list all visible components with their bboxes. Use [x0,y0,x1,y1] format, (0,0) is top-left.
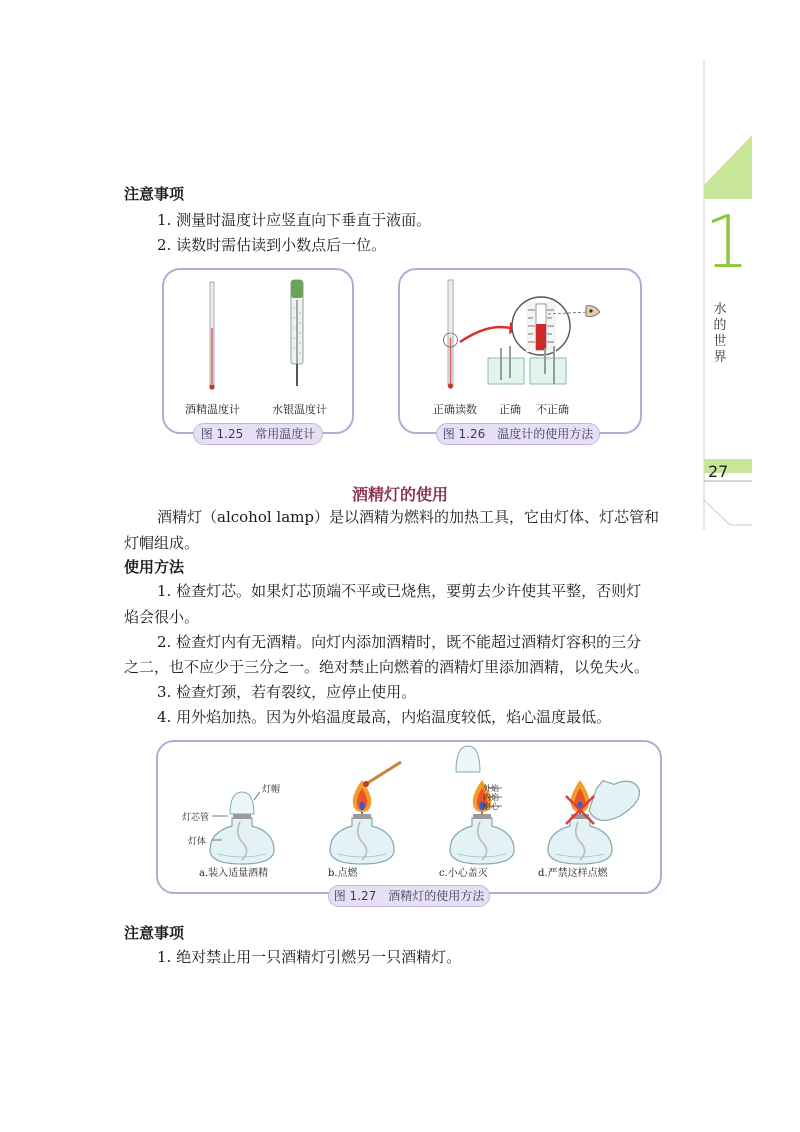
notes-item: 1. 绝对禁止用一只酒精灯引燃另一只酒精灯。 [157,948,462,966]
chapter-title [704,302,736,366]
figure-caption: 图 1.25 常用温度计 [193,423,323,445]
chapter-title-char: 水 [713,302,727,317]
intro-line: 灯帽组成。 [124,534,200,552]
step-label: d.严禁这样点燃 [538,868,608,879]
notes-item: 2. 读数时需估读到小数点后一位。 [157,236,387,254]
lamp-part-label: 灯芯管 [182,813,210,823]
chapter-title-char: 的 [713,318,727,333]
step-label: b.点燃 [328,868,358,879]
step-line: 1. 检查灯芯。如果灯芯顶端不平或已烧焦，要剪去少许使其平整，否则灯 [157,582,642,600]
figure-caption: 图 1.26 温度计的使用方法 [436,423,600,445]
figure-label: 正确 [499,403,521,416]
alcohol-lamp-steps-illustration [156,740,660,880]
flame-label: 内焰 [483,793,499,802]
step-label: c.小心盖灭 [439,868,488,879]
notes-title: 注意事项 [124,924,185,942]
chapter-title-char: 界 [713,350,727,365]
step-line: 3. 检查灯颈，若有裂纹，应停止使用。 [157,683,417,701]
usage-title: 使用方法 [124,558,185,576]
figure-label: 水银温度计 [272,403,327,416]
intro-line: 酒精灯（alcohol lamp）是以酒精为燃料的加热工具，它由灯体、灯芯管和 [157,508,659,526]
figure-caption: 图 1.27 酒精灯的使用方法 [328,885,490,907]
chapter-number: 1 [704,200,750,284]
chapter-title-char: 世 [713,334,727,349]
figure-label: 正确读数 [433,403,477,416]
figure-label: 不正确 [536,403,569,416]
lamp-part-label: 灯帽 [262,785,281,795]
lamp-part-label: 灯体 [188,837,207,847]
step-label: a.装入适量酒精 [199,868,269,879]
step-line: 2. 检查灯内有无酒精。向灯内添加酒精时，既不能超过酒精灯容积的三分 [157,633,642,651]
step-line: 之二，也不应少于三分之一。绝对禁止向燃着的酒精灯里添加酒精，以免失火。 [124,658,650,676]
thermometer-reading-illustration [398,268,638,418]
step-line: 焰会很小。 [124,608,200,626]
notes-item: 1. 测量时温度计应竖直向下垂直于液面。 [157,211,432,229]
notes-title: 注意事项 [124,185,185,203]
section-title: 酒精灯的使用 [351,485,448,504]
thermometer-illustrations [162,268,352,418]
flame-label: 焰心 [483,802,499,811]
figure-label: 酒精温度计 [185,403,240,416]
step-line: 4. 用外焰加热。因为外焰温度最高，内焰温度较低，焰心温度最低。 [157,708,612,726]
page-number: 27 [708,462,729,481]
flame-label: 外焰 [483,784,499,793]
